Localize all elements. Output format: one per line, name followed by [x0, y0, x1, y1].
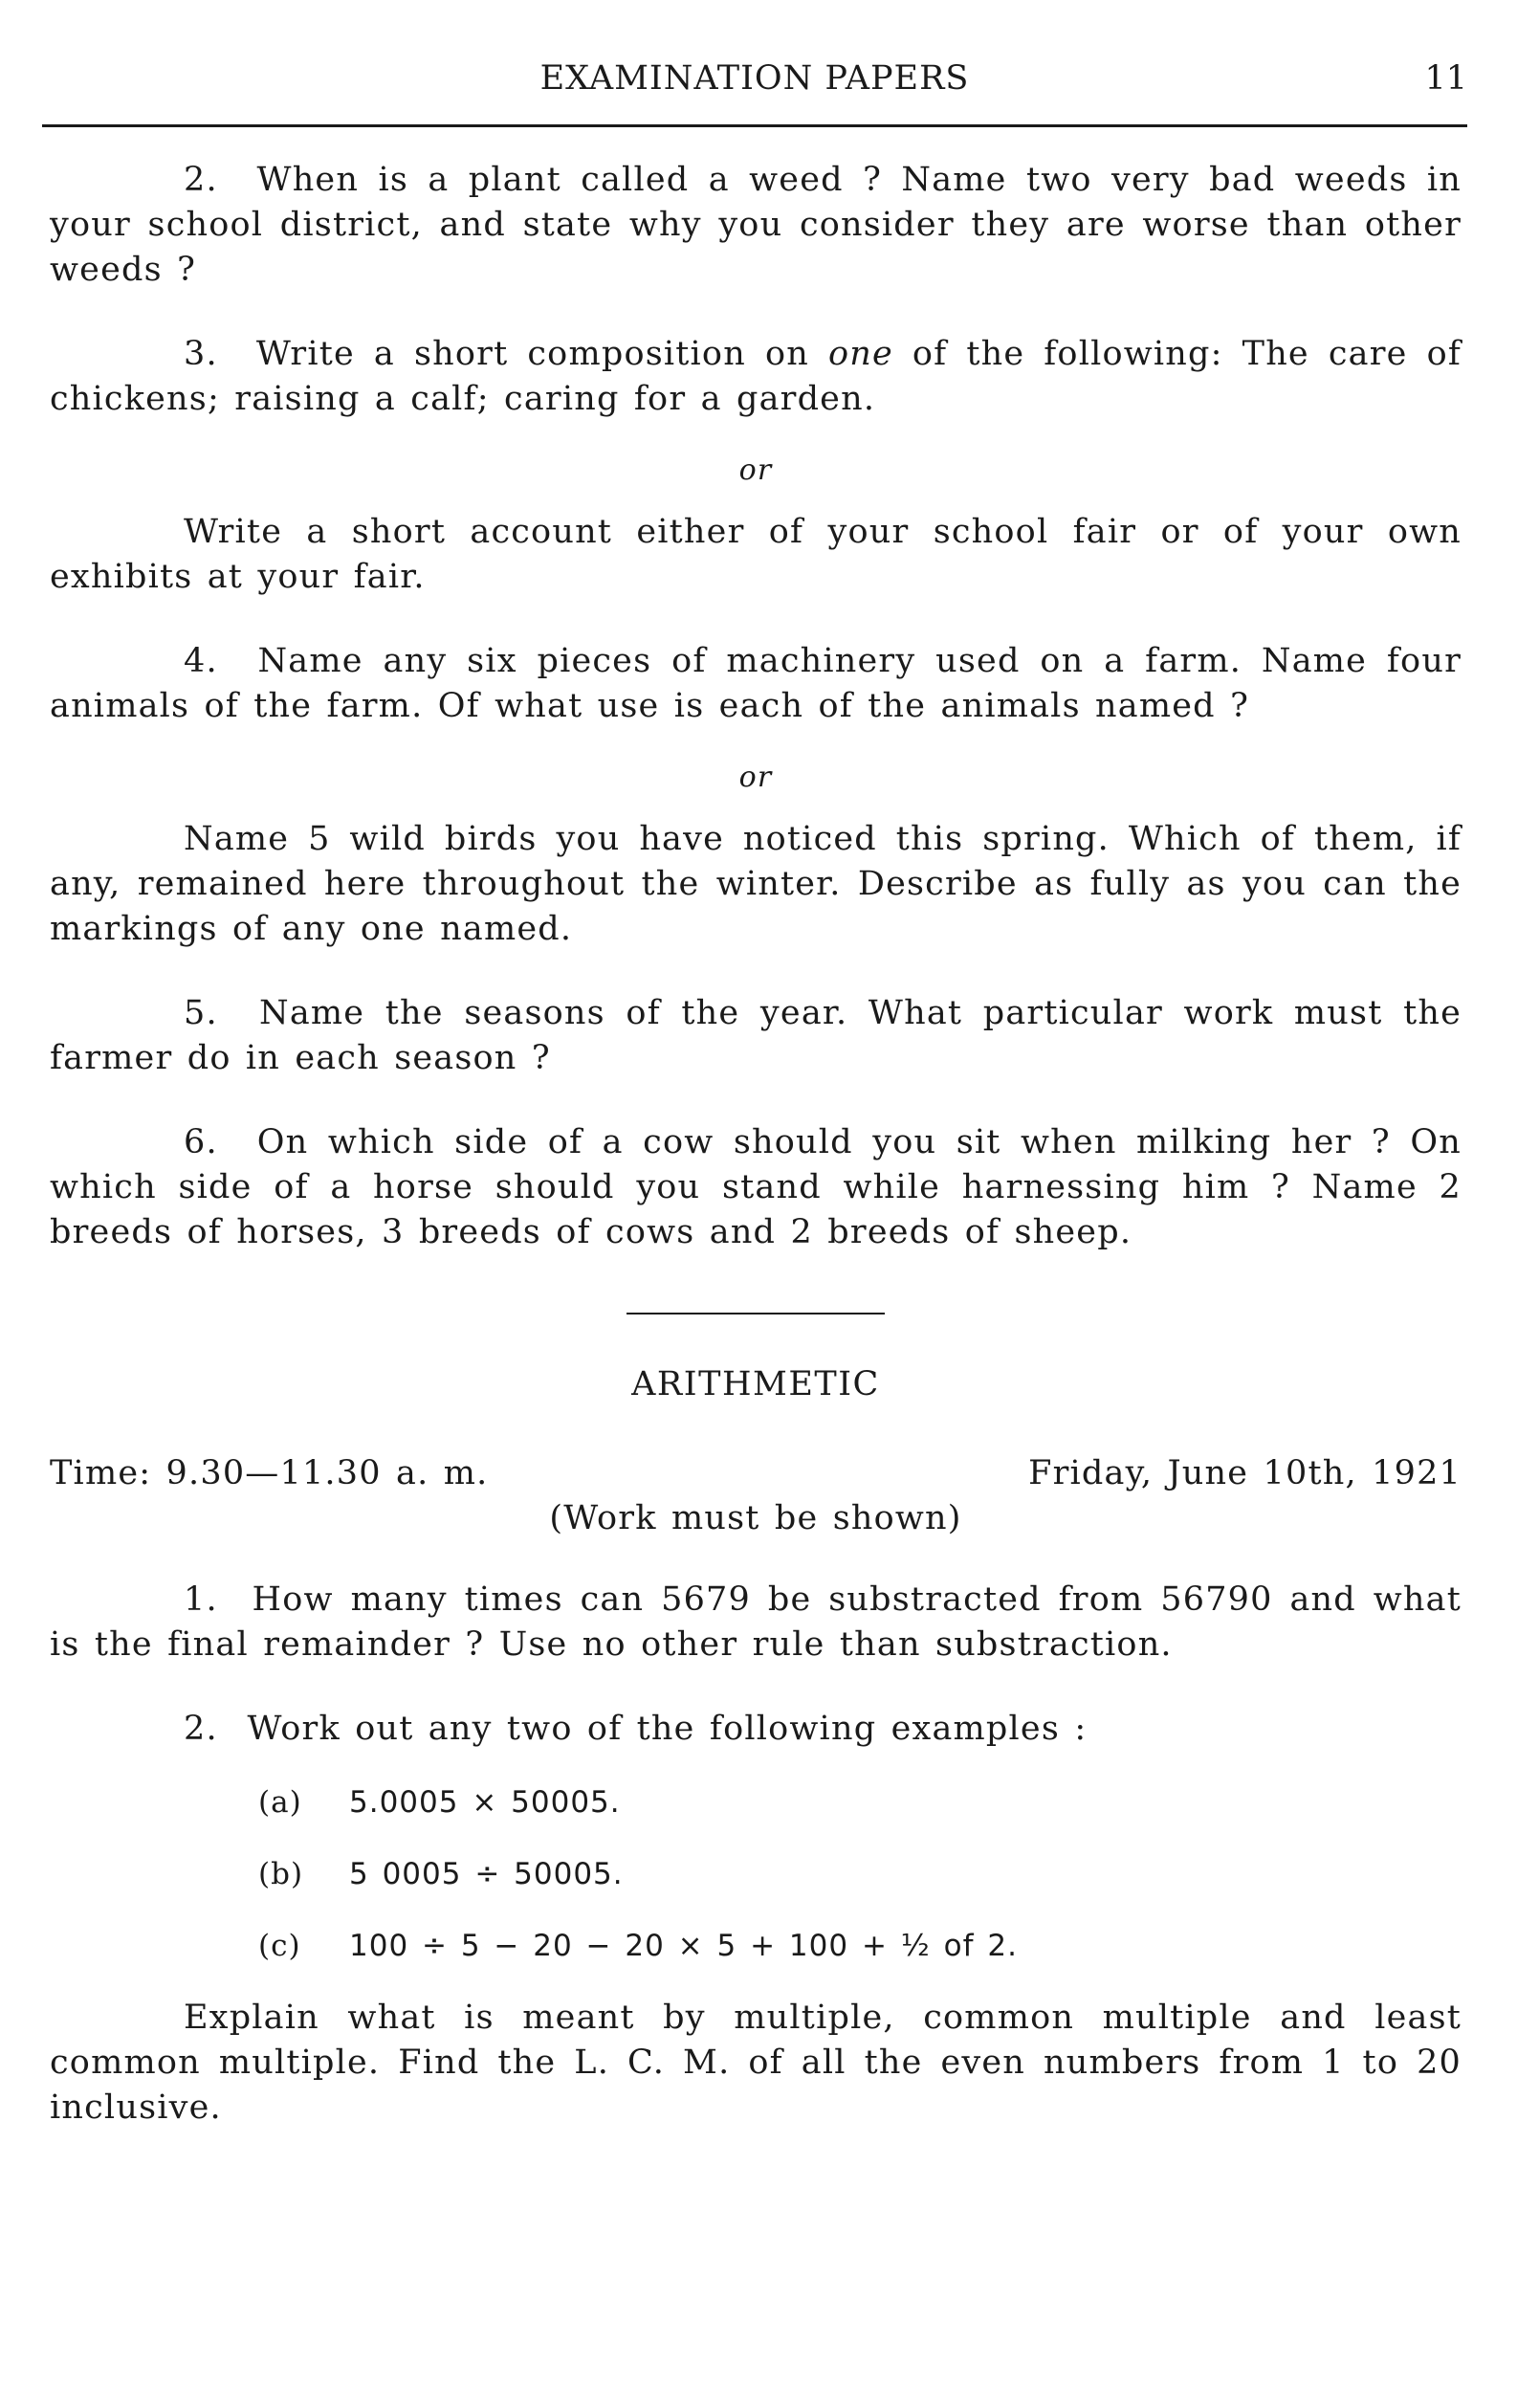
running-title: EXAMINATION PAPERS [539, 59, 970, 98]
page-number: 11 [1424, 59, 1467, 98]
example-label: (c) [258, 1929, 301, 1963]
section-title: ARITHMETIC [631, 1365, 880, 1403]
exam-date: Friday, June 10th, 1921 [1028, 1454, 1462, 1492]
emphasis: one [827, 335, 893, 373]
arithmetic-question-1 [50, 1578, 1462, 1668]
section-divider [627, 1313, 885, 1314]
example-c [258, 1924, 1462, 1969]
question-text-before: Write a short composition on [255, 335, 828, 373]
question-number: 4. [184, 642, 218, 680]
question-text: Name any six pieces of machinery used on a farm. Name four animals of the farm. Of what use is each of the animals named ? [50, 642, 1462, 725]
explain-question [50, 1996, 1462, 2131]
question-text: Explain what is meant by multiple, common multiple and least common multiple. Find the L. C. M. of all the even numbers from 1 to 20 inclusive. [50, 1999, 1462, 2127]
exam-time: Time: 9.30—11.30 a. m. [50, 1454, 489, 1492]
example-expression: 5.0005 × 50005. [349, 1785, 621, 1820]
question-number: 3. [184, 335, 218, 373]
question-text: Name the seasons of the year. What particular work must the farmer do in each season ? [50, 994, 1462, 1077]
question-number: 5. [184, 994, 218, 1032]
exam-time-line [50, 1451, 1462, 1496]
question-text: When is a plant called a weed ? Name two very bad weeds in your school district, and state why you consider they are worse than other weeds ? [50, 161, 1462, 289]
question-text: How many times can 5679 be substracted from 56790 and what is the final remainder ? Use no other rule than substraction. [50, 1580, 1462, 1664]
example-label: (b) [258, 1857, 304, 1891]
question-4 [50, 639, 1462, 729]
question-text: Work out any two of the following examples : [247, 1710, 1088, 1748]
running-head [42, 59, 1467, 117]
question-2 [50, 158, 1462, 293]
example-expression: 100 ÷ 5 − 20 − 20 × 5 + 100 + ½ of 2. [349, 1929, 1018, 1963]
header-rule [42, 124, 1467, 127]
question-text: Write a short account either of your school fair or of your own exhibits at your fair. [50, 513, 1462, 596]
question-text: On which side of a cow should you sit when milking her ? On which side of a horse should you stand while harnessing him ? Name 2 breeds of horses, 3 breeds of cows and 2 breeds of sheep. [50, 1123, 1462, 1251]
question-number: 2. [184, 161, 218, 199]
question-text: Name 5 wild birds you have noticed this spring. Which of them, if any, remained here throughout the winter. Describe as fully as you can the markings of any one named. [50, 820, 1462, 948]
question-6 [50, 1120, 1462, 1255]
or-separator: or [738, 453, 773, 487]
question-4-alternative [50, 817, 1462, 952]
arithmetic-question-2 [50, 1707, 1462, 1752]
example-b [258, 1852, 1462, 1897]
question-number: 2. [184, 1710, 218, 1748]
question-3 [50, 332, 1462, 422]
example-expression: 5 0005 ÷ 50005. [349, 1857, 624, 1891]
question-number: 1. [184, 1580, 218, 1619]
body-text [50, 158, 1462, 2170]
work-note: (Work must be shown) [549, 1499, 962, 1537]
question-number: 6. [184, 1123, 218, 1161]
question-text-after: of the following: The care of chickens; raising a calf; caring for a garden. [50, 335, 1462, 418]
question-3-alternative [50, 510, 1462, 600]
question-5 [50, 991, 1462, 1081]
example-a [258, 1780, 1462, 1825]
or-separator: or [738, 761, 773, 794]
example-label: (a) [258, 1785, 302, 1820]
